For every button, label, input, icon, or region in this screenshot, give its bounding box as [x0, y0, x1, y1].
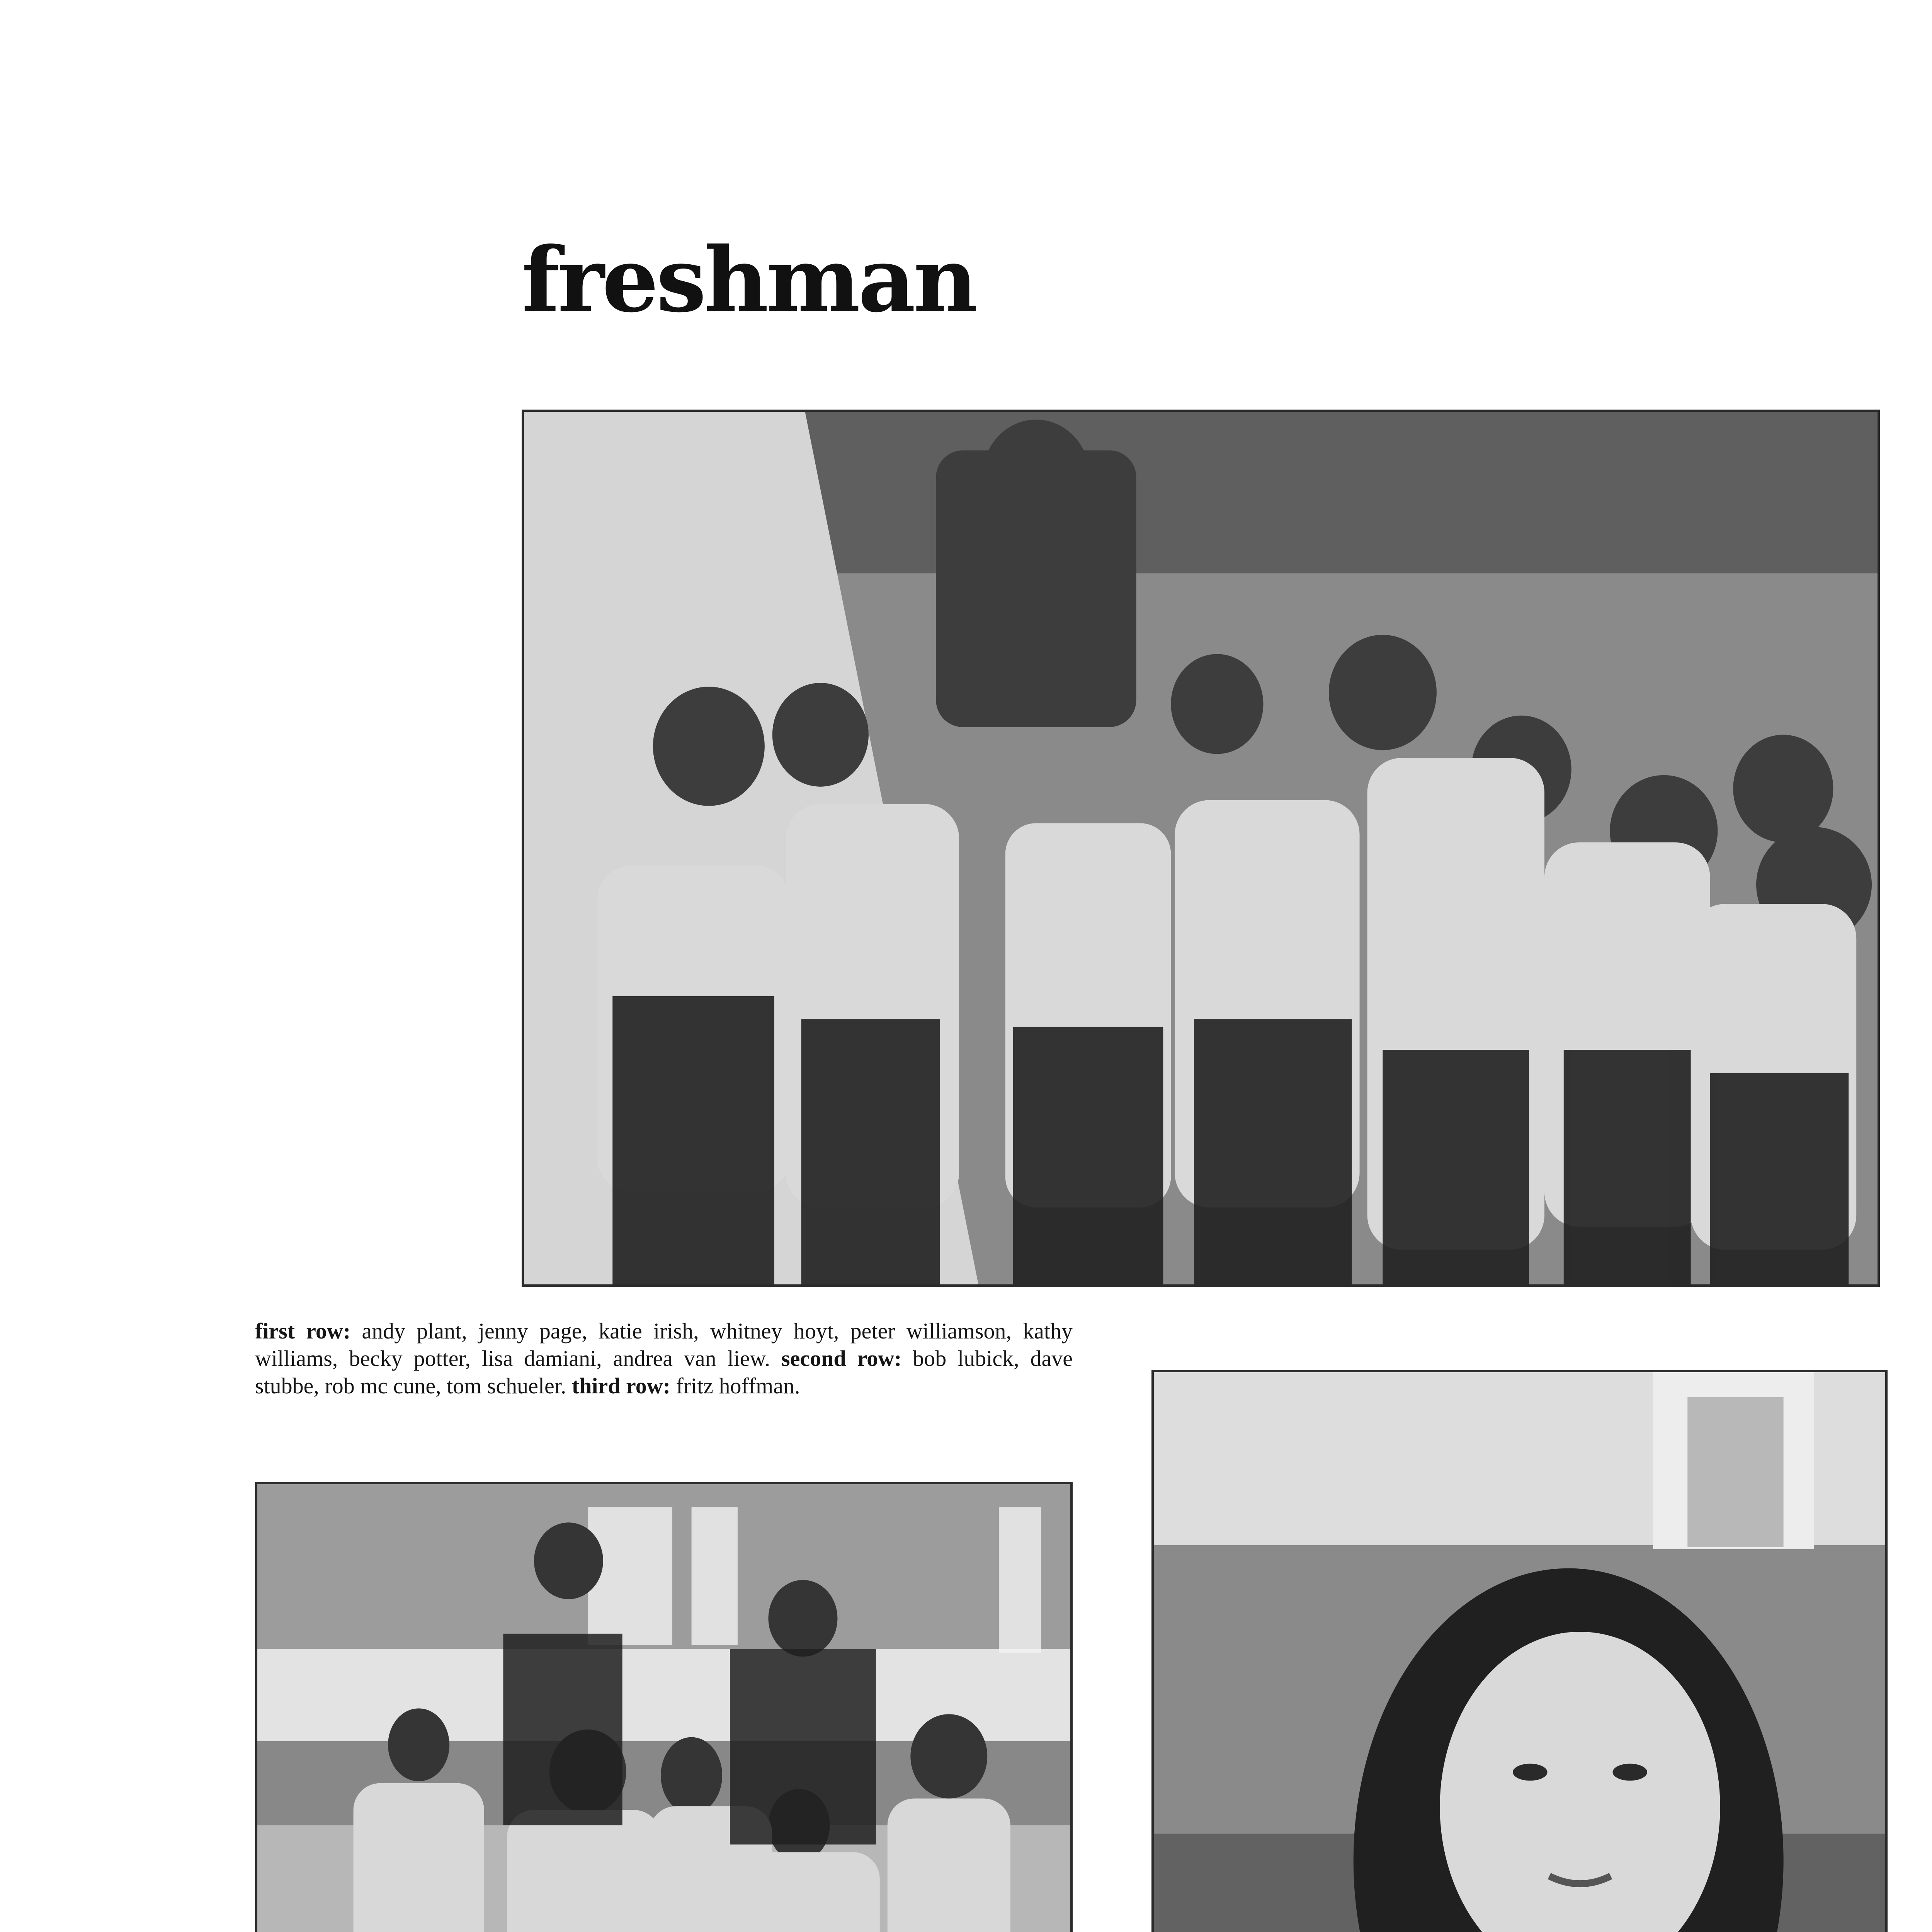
- page-title: freshman: [522, 228, 976, 332]
- caption-second-row-names: bob lubick, dave stubbe, rob mc cune, tom schueler.: [255, 1345, 1073, 1398]
- freshman-group-photo-top: [522, 410, 1880, 1287]
- caption-third-row-names: fritz hoffman.: [676, 1373, 800, 1398]
- caption-third-row-label: third row:: [571, 1373, 670, 1398]
- group-photo-icon: [257, 1484, 1070, 1932]
- portrait-photo-icon: [1154, 1372, 1885, 1932]
- student-portrait-photo: [1151, 1370, 1888, 1932]
- top-photo-caption: [255, 1318, 1073, 1400]
- freshman-group-photo-bottom: [255, 1482, 1073, 1932]
- group-photo-icon: [524, 412, 1878, 1284]
- caption-second-row-label: second row:: [781, 1345, 902, 1371]
- caption-first-row-names: andy plant, jenny page, katie irish, whitney hoyt, peter williamson, kathy williams, becky potter, lisa damiani, andrea van liew.: [255, 1318, 1073, 1371]
- caption-first-row-label: first row:: [255, 1318, 351, 1344]
